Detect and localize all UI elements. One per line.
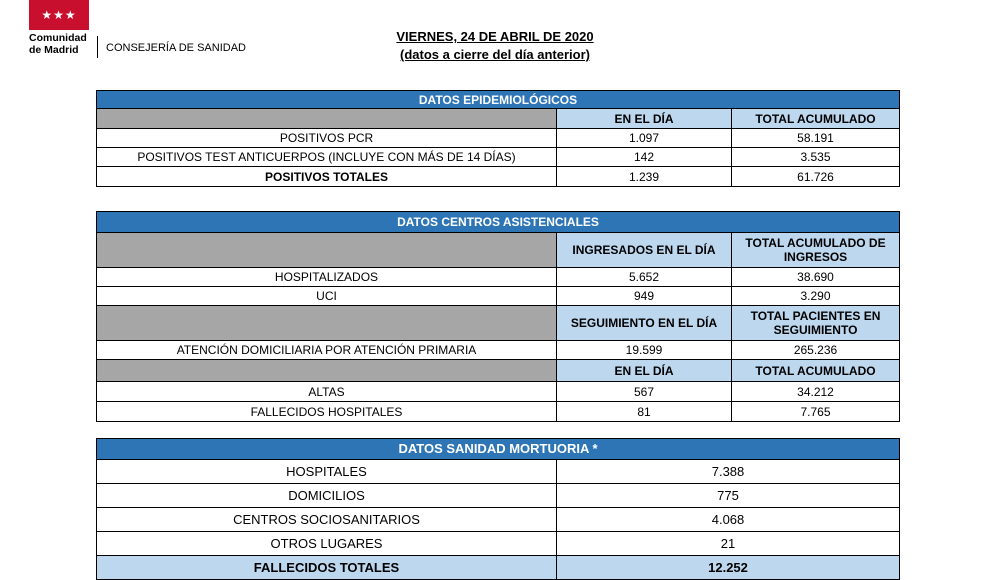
col-header-total: TOTAL ACUMULADO	[732, 360, 900, 382]
table-row	[97, 148, 900, 167]
header-blank-cell	[97, 233, 557, 268]
header-blank-cell	[97, 109, 557, 129]
row-label: HOSPITALIZADOS	[97, 268, 557, 287]
row-day-value: 1.097	[557, 129, 732, 148]
row-day-value: 949	[557, 287, 732, 306]
table-row	[97, 382, 900, 402]
header-blank-cell	[97, 360, 557, 382]
row-day-value: 567	[557, 382, 732, 402]
logo-line-2: de Madrid	[29, 44, 79, 56]
epidemiological-table	[96, 90, 900, 187]
row-value: 7.388	[557, 460, 900, 484]
table-row	[97, 341, 900, 360]
row-label: POSITIVOS PCR	[97, 129, 557, 148]
row-total-value: 3.290	[732, 287, 900, 306]
col-header-admitted-day: INGRESADOS EN EL DÍA	[557, 233, 732, 268]
row-label: FALLECIDOS HOSPITALES	[97, 402, 557, 422]
care-centers-table	[96, 211, 900, 422]
logo-line-1: Comunidad	[29, 32, 87, 44]
col-header-followup-total: TOTAL PACIENTES EN SEGUIMIENTO	[732, 306, 900, 341]
col-header-followup-day: SEGUIMIENTO EN EL DÍA	[557, 306, 732, 341]
row-label: POSITIVOS TEST ANTICUERPOS (INCLUYE CON MÁS DE 14 DÍAS)	[97, 148, 557, 167]
row-label: ATENCIÓN DOMICILIARIA POR ATENCIÓN PRIMARIA	[97, 341, 557, 360]
row-label: UCI	[97, 287, 557, 306]
row-total-value: 3.535	[732, 148, 900, 167]
total-label: FALLECIDOS TOTALES	[97, 556, 557, 580]
row-label: HOSPITALES	[97, 460, 557, 484]
table-row-total	[97, 556, 900, 580]
total-value: 12.252	[557, 556, 900, 580]
row-value: 4.068	[557, 508, 900, 532]
row-day-value: 142	[557, 148, 732, 167]
table-row	[97, 484, 900, 508]
report-date: VIERNES, 24 DE ABRIL DE 2020	[396, 29, 594, 44]
row-total-value: 38.690	[732, 268, 900, 287]
row-label: CENTROS SOCIOSANITARIOS	[97, 508, 557, 532]
header-divider	[97, 36, 98, 58]
row-total-value: 265.236	[732, 341, 900, 360]
row-day-value: 5.652	[557, 268, 732, 287]
table-row	[97, 268, 900, 287]
row-day-value: 1.239	[557, 167, 732, 187]
epidemio-title: DATOS EPIDEMIOLÓGICOS	[97, 91, 900, 109]
row-value: 775	[557, 484, 900, 508]
col-header-total: TOTAL ACUMULADO	[732, 109, 900, 129]
table-row	[97, 460, 900, 484]
table-row	[97, 129, 900, 148]
row-label: OTROS LUGARES	[97, 532, 557, 556]
row-value: 21	[557, 532, 900, 556]
report-date-header	[340, 28, 650, 64]
row-total-value: 7.765	[732, 402, 900, 422]
row-label: DOMICILIOS	[97, 484, 557, 508]
row-total-value: 34.212	[732, 382, 900, 402]
col-header-day: EN EL DÍA	[557, 360, 732, 382]
centros-title: DATOS CENTROS ASISTENCIALES	[97, 212, 900, 233]
report-note: (datos a cierre del día anterior)	[399, 47, 590, 62]
row-label: ALTAS	[97, 382, 557, 402]
table-row	[97, 287, 900, 306]
table-row	[97, 167, 900, 187]
table-row	[97, 402, 900, 422]
row-total-value: 61.726	[732, 167, 900, 187]
table-row	[97, 532, 900, 556]
row-day-value: 19.599	[557, 341, 732, 360]
row-day-value: 81	[557, 402, 732, 422]
mortuary-table	[96, 438, 900, 580]
col-header-admitted-total: TOTAL ACUMULADO DE INGRESOS	[732, 233, 900, 268]
mortuoria-title: DATOS SANIDAD MORTUORIA *	[97, 439, 900, 460]
header-blank-cell	[97, 306, 557, 341]
row-total-value: 58.191	[732, 129, 900, 148]
logo-stars-icon: ★★★	[41, 8, 77, 22]
logo-flag	[29, 0, 89, 30]
row-label: POSITIVOS TOTALES	[97, 167, 557, 187]
department-name: CONSEJERÍA DE SANIDAD	[106, 42, 246, 54]
col-header-day: EN EL DÍA	[557, 109, 732, 129]
table-row	[97, 508, 900, 532]
logo-org-name	[29, 32, 87, 56]
